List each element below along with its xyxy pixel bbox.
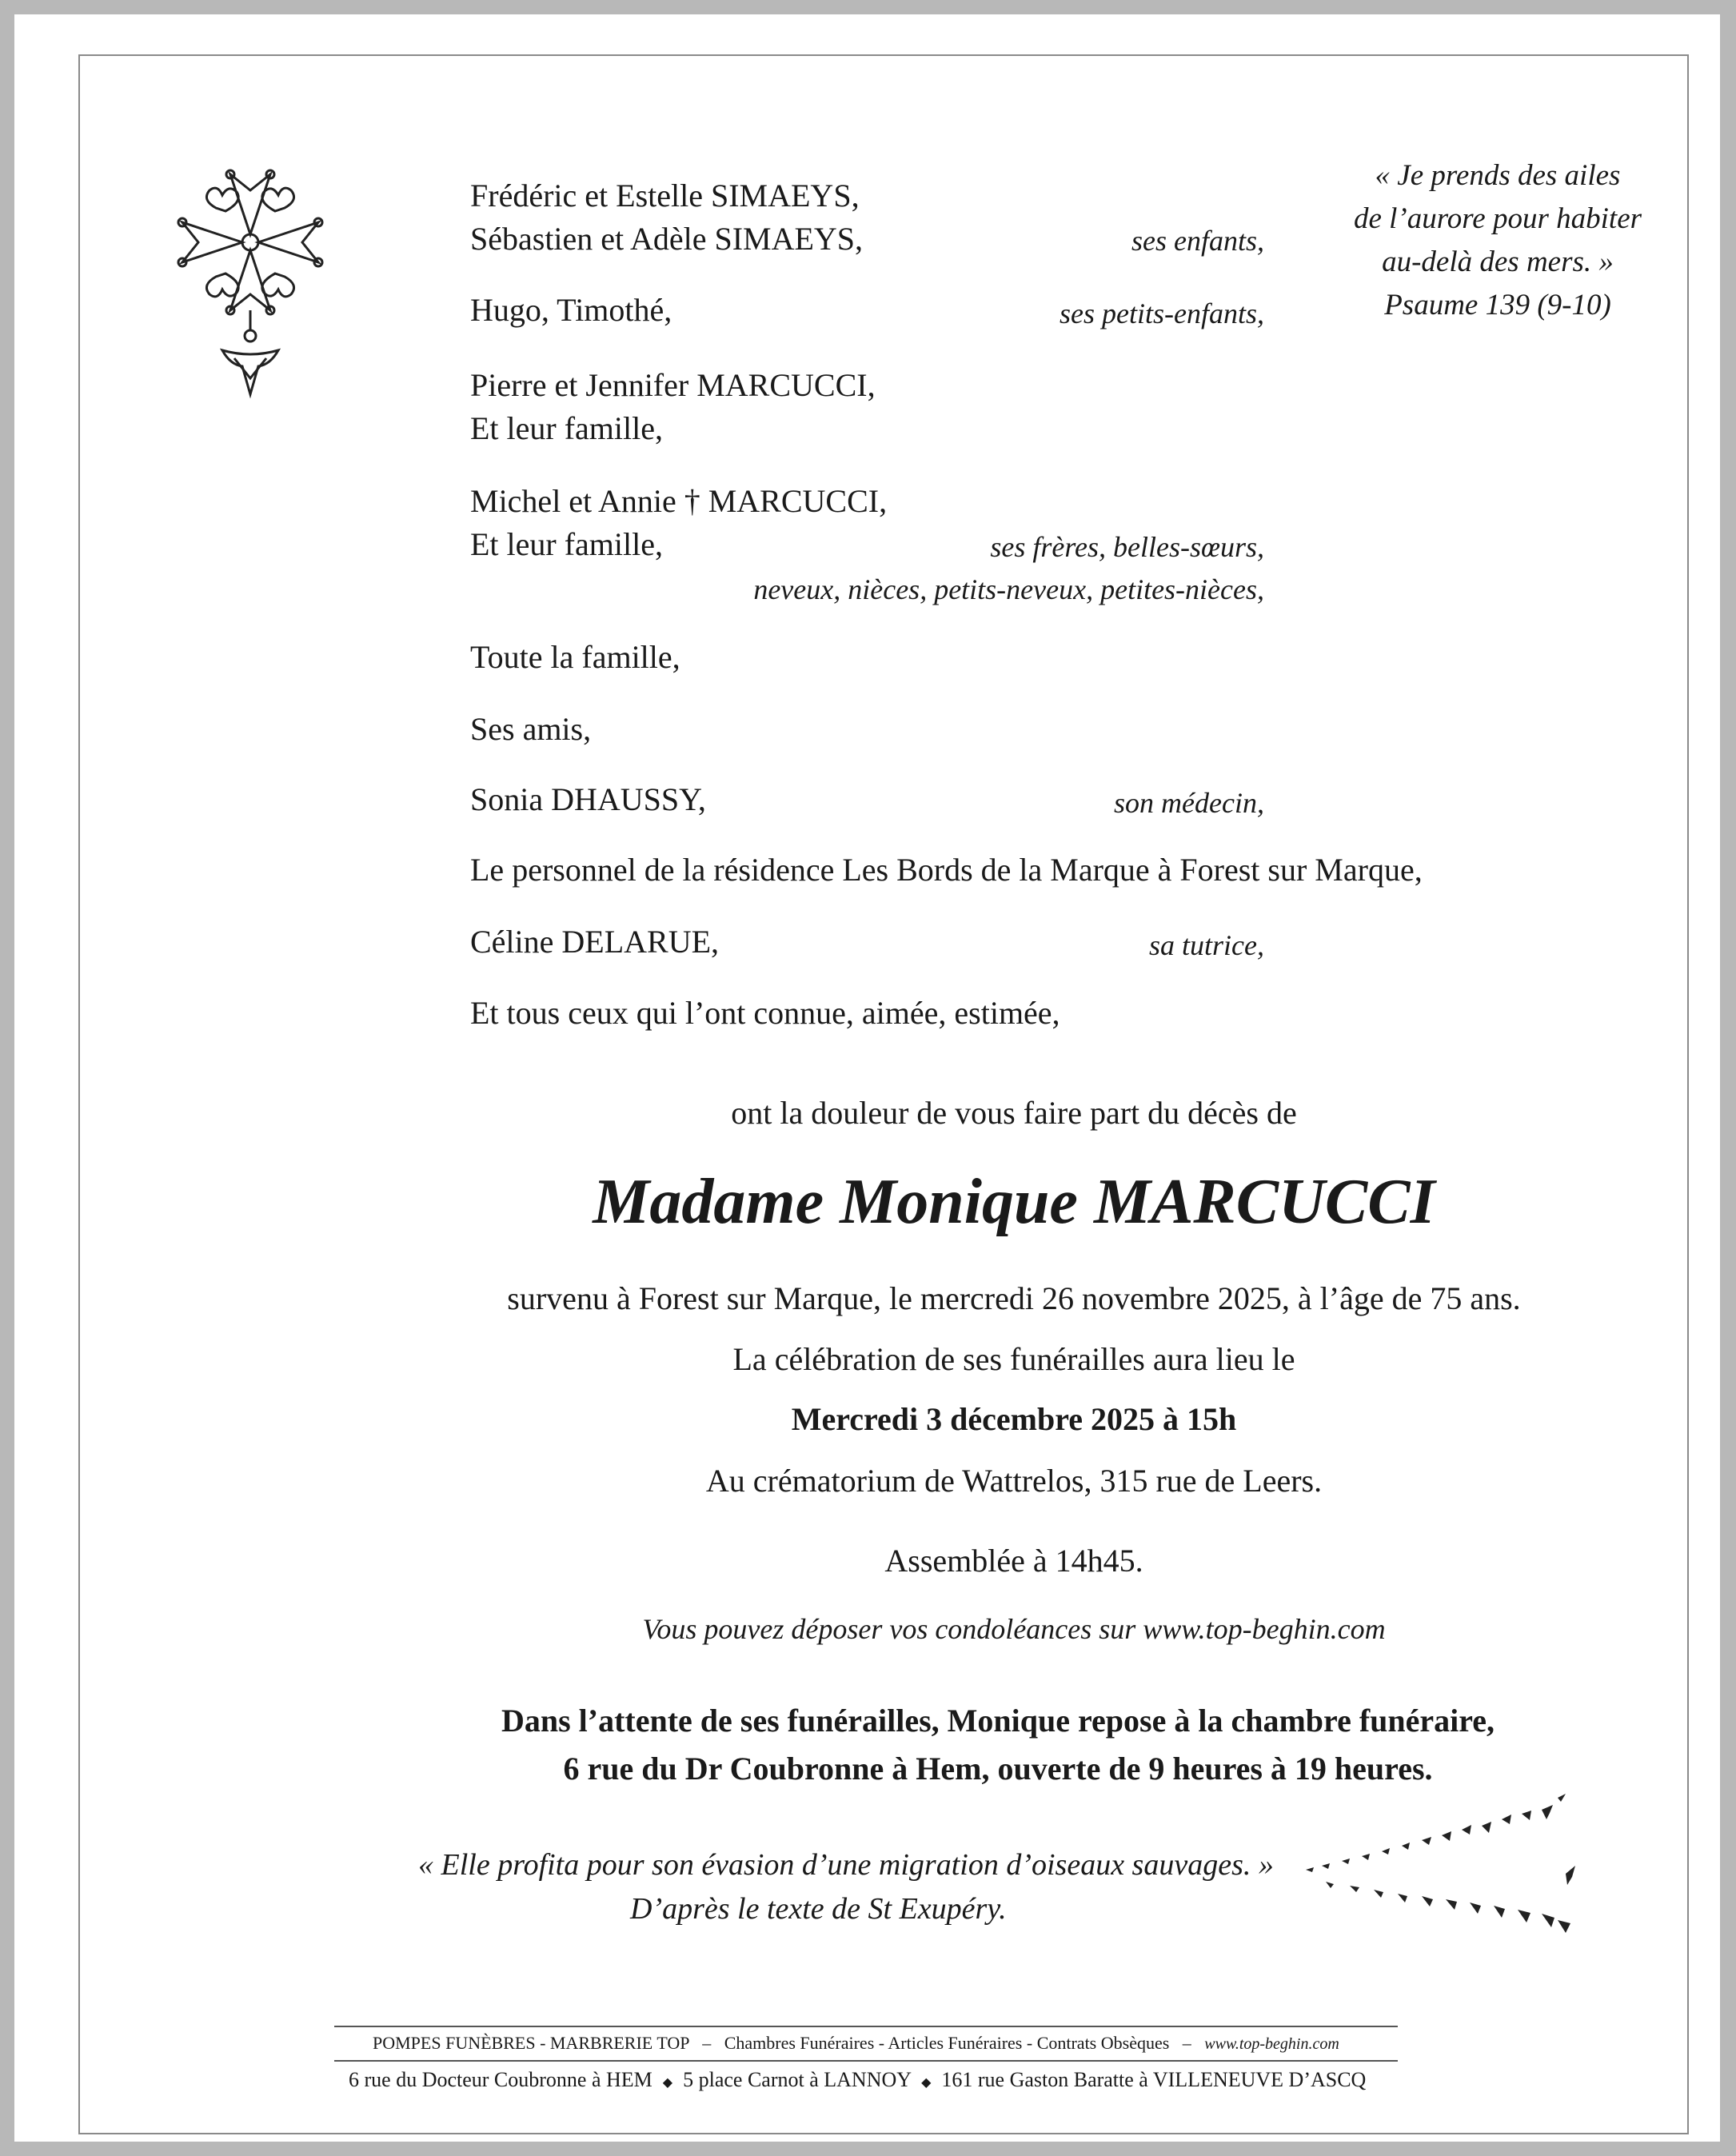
- footer-address-villeneuve: 161 rue Gaston Baratte à VILLENEUVE D’ASCQ: [941, 2068, 1367, 2091]
- siblings-role-line-1: ses frères, belles-sœurs,: [990, 531, 1264, 563]
- obituary-sheet: [14, 14, 1720, 2142]
- guardian-name: Céline DELARUE,: [470, 924, 720, 960]
- huguenot-cross-icon: [166, 158, 334, 406]
- grandchildren-names: Hugo, Timothé,: [470, 292, 672, 328]
- exupery-source: D’après le texte de St Exupéry.: [630, 1892, 1007, 1926]
- whole-family: Toute la famille,: [470, 639, 680, 675]
- doctor-name: Sonia DHAUSSY,: [470, 781, 706, 817]
- footer-website: www.top-beghin.com: [1204, 2035, 1339, 2053]
- grandchildren-role: ses petits-enfants,: [1060, 297, 1264, 329]
- sibling2-line-2: Et leur famille,: [470, 526, 664, 562]
- psalm-line-3: au-delà des mers. »: [1382, 246, 1614, 278]
- children-line-1: Frédéric et Estelle SIMAEYS,: [470, 178, 860, 214]
- residence-staff: Le personnel de la résidence Les Bords de la Marque à Forest sur Marque,: [470, 852, 1423, 888]
- footer-address-hem: 6 rue du Docteur Coubronne à HEM: [349, 2068, 652, 2091]
- sibling2-line-1: Michel et Annie † MARCUCCI,: [470, 483, 888, 519]
- footer-separator-1: –: [702, 2033, 712, 2053]
- footer-addresses: [349, 2068, 1366, 2092]
- guardian-role: sa tutrice,: [1149, 929, 1264, 961]
- siblings-role-line-2: neveux, nièces, petits-neveux, petites-nièces,: [753, 573, 1264, 605]
- ceremony-date: Mercredi 3 décembre 2025 à 15h: [791, 1401, 1237, 1437]
- exupery-quote: « Elle profita pour son évasion d’une migration d’oiseaux sauvages. »: [418, 1848, 1274, 1882]
- condolences-note: Vous pouvez déposer vos condoléances sur www.top-beghin.com: [642, 1613, 1386, 1645]
- friends: Ses amis,: [470, 711, 592, 747]
- announcement-intro: ont la douleur de vous faire part du décès de: [731, 1095, 1297, 1131]
- psalm-line-1: « Je prends des ailes: [1375, 159, 1621, 192]
- doctor-role: son médecin,: [1114, 787, 1264, 819]
- ceremony-intro: La célébration de ses funérailles aura lieu le: [732, 1341, 1295, 1377]
- psalm-line-2: de l’aurore pour habiter: [1353, 202, 1642, 235]
- footer-rule-top: [334, 2026, 1398, 2027]
- psalm-quote: [1326, 154, 1670, 327]
- children-role: ses enfants,: [1131, 225, 1264, 257]
- all-others: Et tous ceux qui l’ont connue, aimée, estimée,: [470, 995, 1060, 1031]
- footer-services: Chambres Funéraires - Articles Funéraires - Contrats Obsèques: [724, 2033, 1170, 2053]
- children-line-2: Sébastien et Adèle SIMAEYS,: [470, 221, 864, 257]
- ceremony-place: Au crématorium de Wattrelos, 315 rue de Leers.: [705, 1463, 1323, 1499]
- footer-company-line: [373, 2033, 1339, 2054]
- deceased-name: Madame Monique MARCUCCI: [593, 1167, 1435, 1237]
- footer-rule-bottom: [334, 2060, 1398, 2062]
- sibling1-line-1: Pierre et Jennifer MARCUCCI,: [470, 367, 876, 403]
- footer-bullet-2: ◆: [921, 2076, 932, 2090]
- sibling1-line-2: Et leur famille,: [470, 410, 664, 446]
- psalm-reference: Psaume 139 (9-10): [1384, 289, 1611, 321]
- footer-company: POMPES FUNÈBRES - MARBRERIE TOP: [373, 2033, 689, 2053]
- footer-bullet-1: ◆: [662, 2076, 673, 2090]
- footer-separator-2: –: [1182, 2033, 1191, 2053]
- repose-line-1: Dans l’attente de ses funérailles, Monique repose à la chambre funéraire,: [501, 1703, 1495, 1739]
- assembly-time: Assemblée à 14h45.: [884, 1543, 1143, 1579]
- death-info: survenu à Forest sur Marque, le mercredi 26 novembre 2025, à l’âge de 75 ans.: [507, 1280, 1521, 1316]
- repose-line-2: 6 rue du Dr Coubronne à Hem, ouverte de 9 heures à 19 heures.: [563, 1751, 1433, 1787]
- footer-address-lannoy: 5 place Carnot à LANNOY: [683, 2068, 912, 2091]
- bird-flock-icon: [1302, 1794, 1582, 1934]
